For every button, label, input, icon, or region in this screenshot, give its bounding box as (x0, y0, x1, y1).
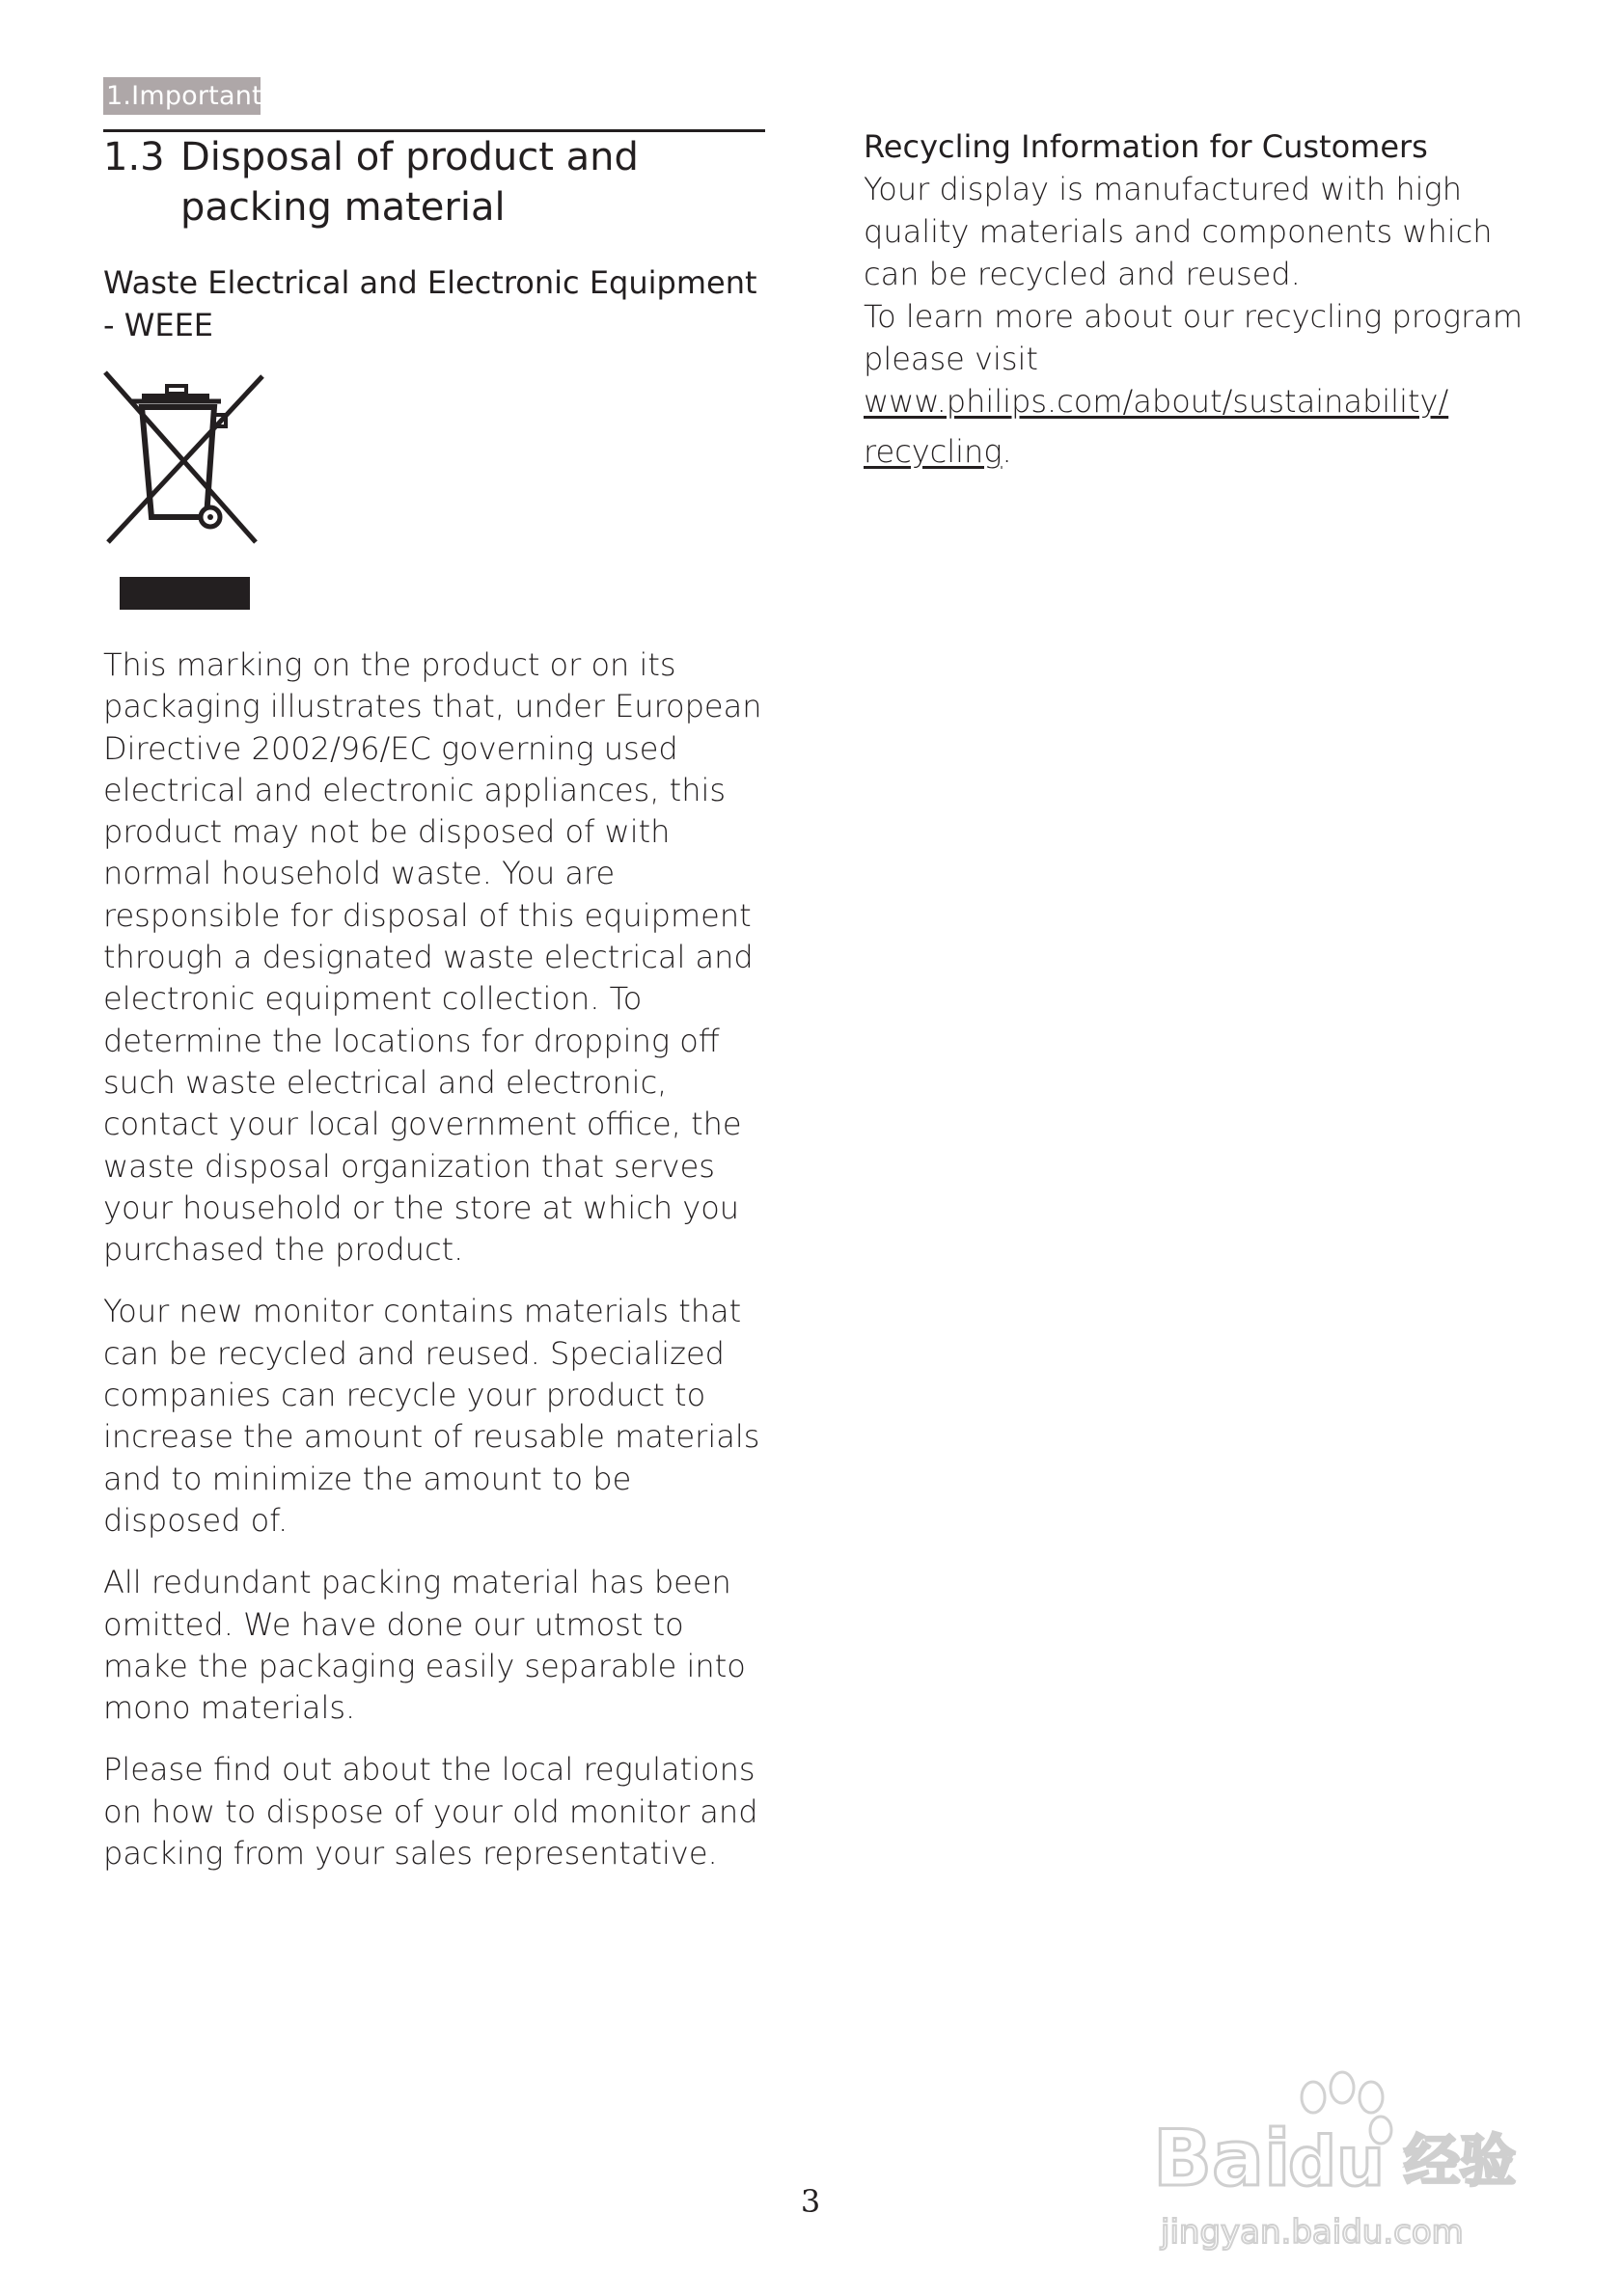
paragraph-weee: This marking on the product or on its packaging illustrates that, under European Directive 2002/96/EC governing used electrical and electronic appliances, this product may not be disposed of with normal household waste. You are responsible for disposal of this equipment through a designated waste electrical and electronic equipment collection. To determine the locations for dropping off such waste electrical and electronic, contact your local government office, the waste disposal organization that serves your household or the store at which you purchased the product. (103, 646, 762, 1269)
recycling-link-part1[interactable]: www.philips.com/about/sustainability/ (864, 383, 1449, 420)
recycling-info (864, 125, 1539, 473)
paragraph-regulations: Please find out about the local regulations on how to dispose of your old monitor and packing from your sales representative. (103, 1751, 758, 1872)
paragraph-recycle: Your new monitor contains materials that can be recycled and reused. Specialized companies can recycle your product to increase the amount of reusable materials and to minimize the amount to be disposed of. (103, 1293, 760, 1539)
section-title: Disposal of product and packing material (180, 135, 639, 230)
paragraph-packing: All redundant packing material has been omitted. We have done our utmost to make the packaging easily separable into mono materials. (103, 1564, 746, 1727)
recycling-suffix: . (1002, 433, 1012, 470)
svg-text:du: du (1288, 2122, 1385, 2201)
section-tag: 1.Important (103, 77, 261, 115)
recycling-line2 (864, 295, 1539, 473)
crossed-out-wheelie-bin-icon (103, 370, 267, 612)
body-text (103, 644, 769, 1895)
recycling-line2-prefix: To learn more about our recycling program please visit (864, 298, 1524, 377)
baidu-watermark-logo (1153, 2064, 1539, 2257)
recycling-heading: Recycling Information for Customers (864, 128, 1428, 165)
svg-text:Bai: Bai (1153, 2114, 1291, 2203)
svg-text:jingyan.baidu.com: jingyan.baidu.com (1161, 2213, 1464, 2252)
weee-subheading: Waste Electrical and Electronic Equipment - WEEE (103, 264, 757, 343)
page-number: 3 (800, 2183, 821, 2220)
section-number: 1.3 (103, 135, 165, 179)
svg-text:经验: 经验 (1404, 2128, 1517, 2194)
recycling-line1: Your display is manufactured with high quality materials and components which can be recycled and reused. (864, 171, 1493, 292)
recycling-link-part2[interactable]: recycling (864, 433, 1003, 470)
